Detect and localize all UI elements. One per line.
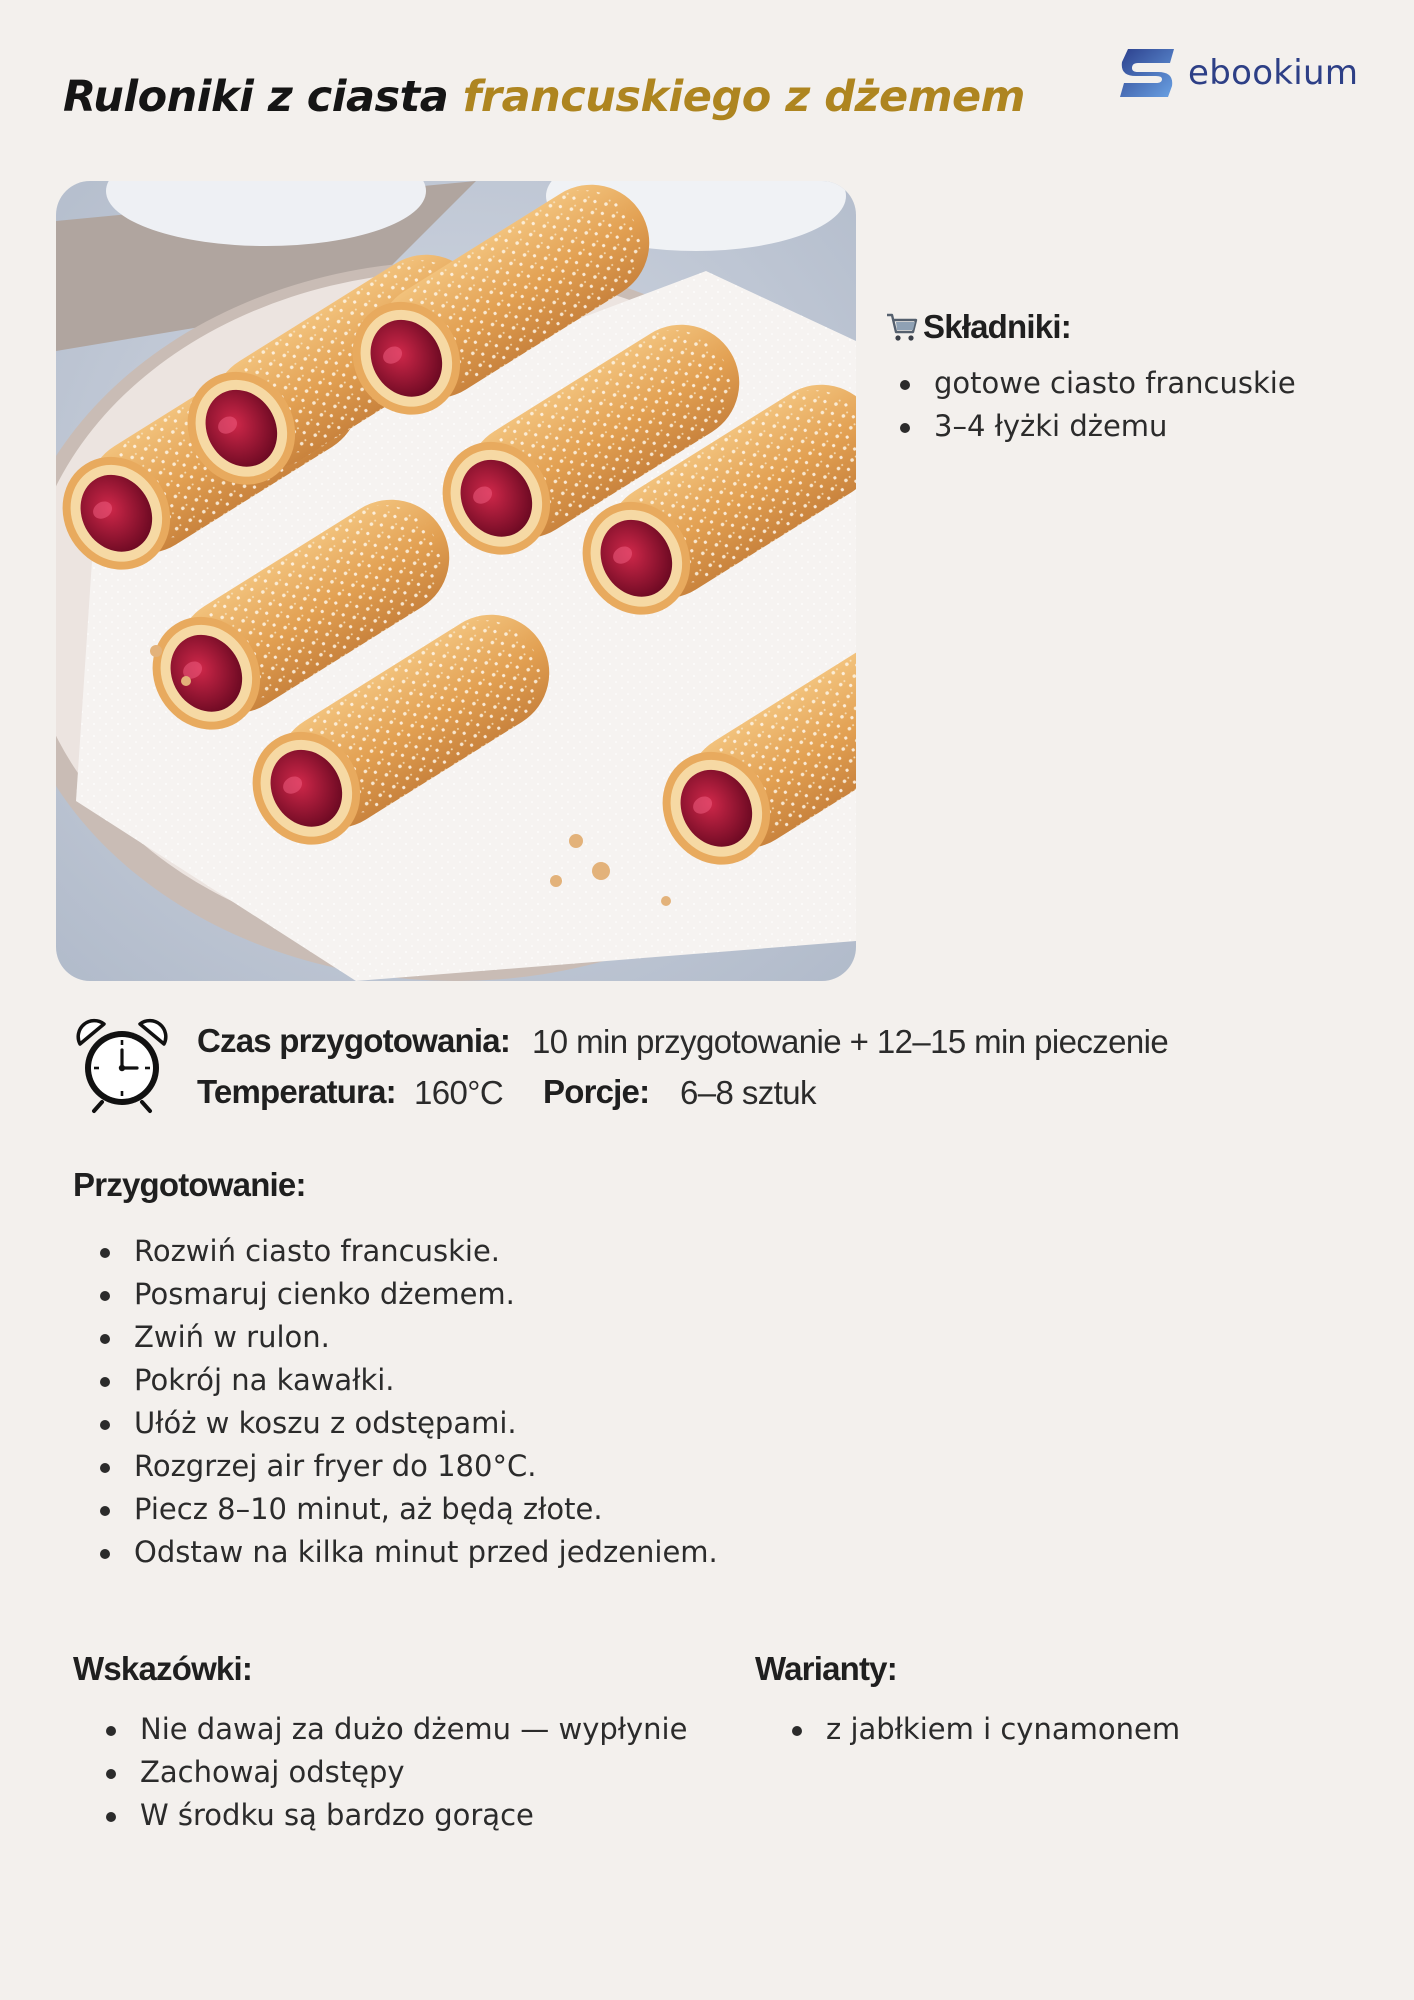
variants-heading: Warianty: <box>755 1650 897 1687</box>
list-item: z jabłkiem i cynamonem <box>790 1708 1180 1751</box>
ingredients-heading-text: Składniki: <box>923 308 1071 345</box>
list-item: Zwiń w rulon. <box>98 1316 718 1359</box>
temperature-label: Temperatura: <box>197 1073 396 1110</box>
portions-label: Porcje: <box>543 1073 650 1110</box>
tips-list <box>104 1708 687 1837</box>
preparation-heading: Przygotowanie: <box>73 1166 306 1203</box>
list-item: Zachowaj odstępy <box>104 1751 687 1794</box>
tips-heading: Wskazówki: <box>73 1650 253 1687</box>
list-item: 3–4 łyżki dżemu <box>898 405 1296 448</box>
preparation-steps <box>98 1230 718 1574</box>
variants-list <box>790 1708 1180 1751</box>
title-part-2: francuskiego z dżemem <box>462 72 1025 122</box>
ebookium-logo-icon <box>1118 48 1176 98</box>
logo-text: ebookium <box>1188 53 1359 93</box>
recipe-photo <box>56 181 856 981</box>
list-item: Pokrój na kawałki. <box>98 1359 718 1402</box>
prep-time-label: Czas przygotowania: <box>197 1022 511 1059</box>
list-item: Rozgrzej air fryer do 180°C. <box>98 1445 718 1488</box>
list-item: Odstaw na kilka minut przed jedzeniem. <box>98 1531 718 1574</box>
alarm-clock-icon <box>76 1018 168 1114</box>
list-item: Posmaruj cienko dżemem. <box>98 1273 718 1316</box>
temperature-value: 160°C <box>414 1074 504 1111</box>
portions-value: 6–8 sztuk <box>680 1074 816 1111</box>
list-item: Piecz 8–10 minut, aż będą złote. <box>98 1488 718 1531</box>
recipe-title <box>63 72 1025 122</box>
ingredients-heading <box>885 308 1071 346</box>
list-item: W środku są bardzo gorące <box>104 1794 687 1837</box>
list-item: gotowe ciasto francuskie <box>898 362 1296 405</box>
title-part-1: Ruloniki z ciasta <box>63 72 449 122</box>
list-item: Rozwiń ciasto francuskie. <box>98 1230 718 1273</box>
prep-time-value: 10 min przygotowanie + 12–15 min pieczenie <box>532 1023 1169 1060</box>
list-item: Nie dawaj za dużo dżemu — wypłynie <box>104 1708 687 1751</box>
ingredients-list <box>898 362 1296 448</box>
shopping-cart-icon <box>885 310 919 344</box>
ebookium-logo[interactable] <box>1118 48 1358 98</box>
list-item: Ułóż w koszu z odstępami. <box>98 1402 718 1445</box>
